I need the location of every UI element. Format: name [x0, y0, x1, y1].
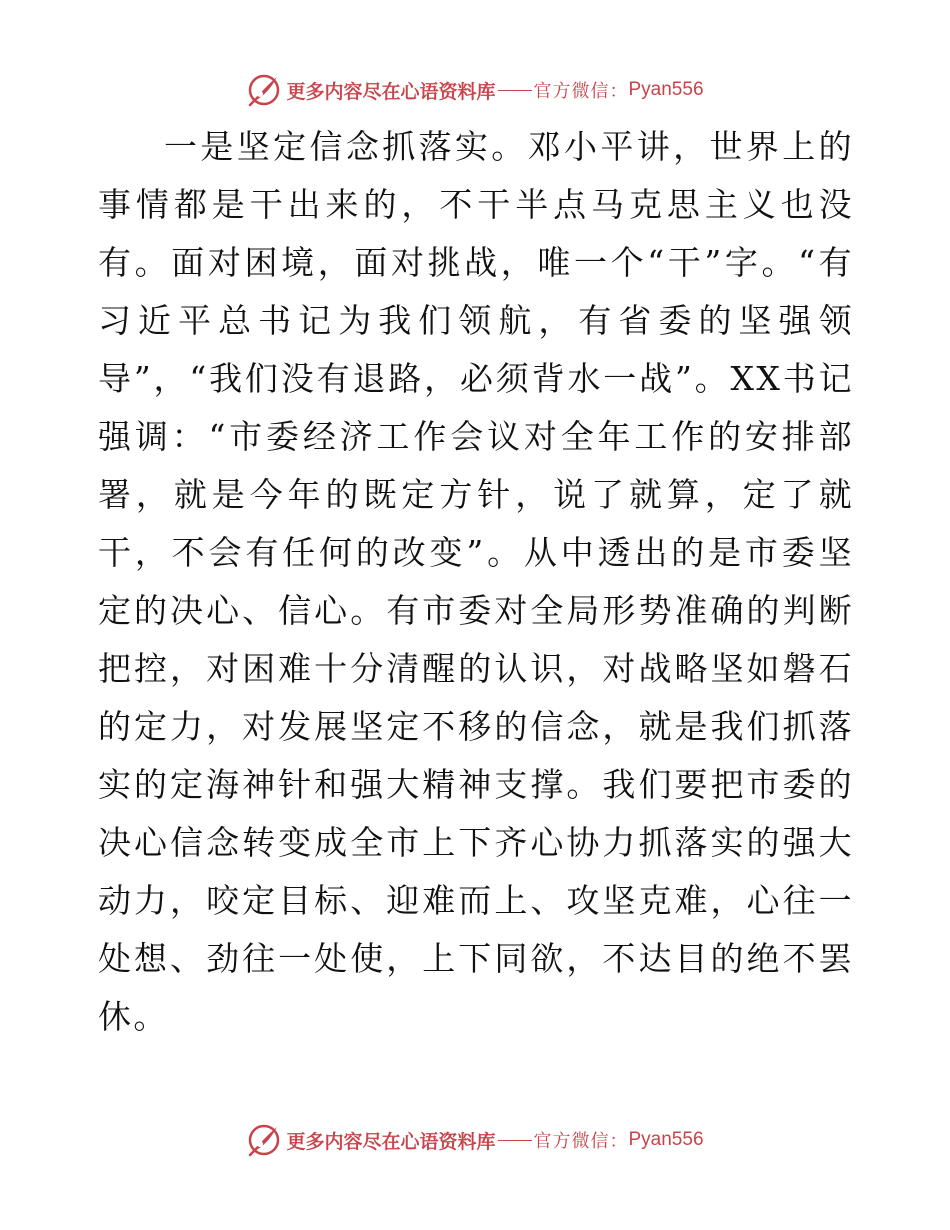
watermark-dash — [498, 1140, 532, 1141]
watermark-brand: 更多内容尽在心语资料库 — [286, 80, 496, 103]
header-watermark — [0, 70, 950, 110]
watermark-wechat-label: 官方微信： — [533, 1131, 629, 1152]
watermark-dash — [498, 90, 532, 91]
body-paragraph: 一是坚定信念抓落实。邓小平讲，世界上的事情都是干出来的，不干半点马克思主义也没有。面对困境，面对挑战，唯一个“干”字。“有习近平总书记为我们领航，有省委的坚强领导”，“我们没有退路，必须背水一战”。XX书记强调：“市委经济工作会议对全年工作的安排部署，就是今年的既定方针，说了就算，定了就干，不会有任何的改变”。从中透出的是市委坚定的决心、信心。有市委对全局形势准确的判断把控，对困难十分清醒的认识，对战略坚如磐石的定力，对发展坚定不移的信念，就是我们抓落实的定海神针和强大精神支撑。我们要把市委的决心信念转变成全市上下齐心协力抓落实的强大动力，咬定目标、迎难而上、攻坚克难，心往一处想、劲往一处使，上下同欲，不达目的绝不罢休。 — [98, 127, 854, 1036]
watermark-wechat-id: Pyan556 — [628, 79, 704, 100]
watermark-wechat-id: Pyan556 — [628, 1129, 704, 1150]
watermark-wechat-label: 官方微信： — [533, 81, 629, 102]
quill-logo-icon — [246, 1122, 282, 1158]
quill-logo-icon — [246, 72, 282, 108]
watermark-brand: 更多内容尽在心语资料库 — [286, 1130, 496, 1153]
footer-watermark — [0, 1120, 950, 1160]
